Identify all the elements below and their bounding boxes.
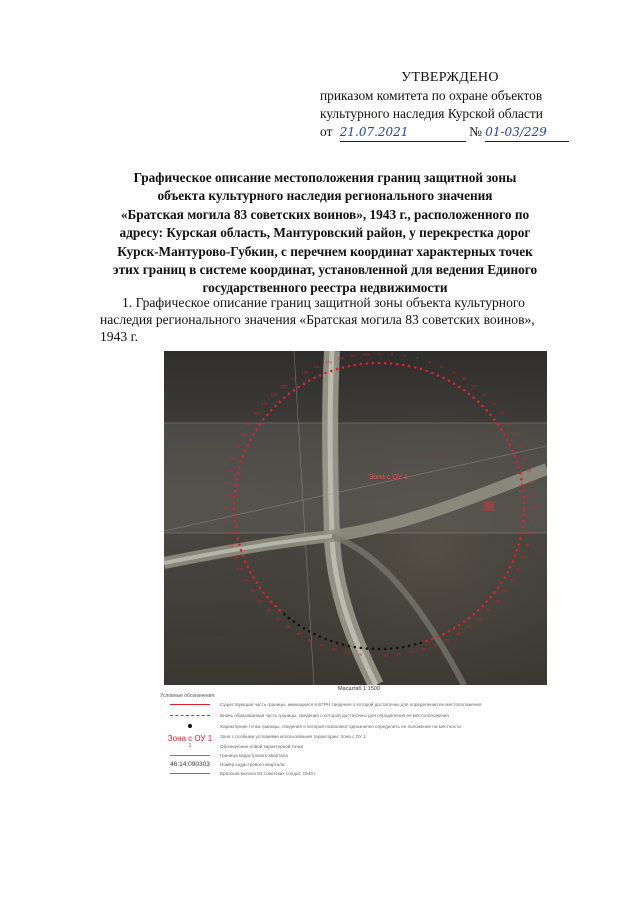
light-band	[164, 423, 547, 536]
boundary-point-number: 57	[486, 607, 492, 613]
boundary-point-number: 89	[296, 631, 302, 637]
boundary-point	[237, 537, 240, 540]
boundary-point	[319, 374, 322, 377]
boundary-point	[244, 560, 247, 563]
heading-line: адресу: Курская область, Мантуровский район, у перекрестка дорог	[119, 225, 531, 241]
approval-line-1: приказом комитета по охране объектов	[320, 88, 543, 103]
boundary-point-number: 123	[233, 443, 241, 449]
boundary-point	[519, 472, 522, 475]
boundary-point	[521, 526, 524, 529]
boundary-point	[270, 600, 273, 603]
boundary-point-number: 47	[521, 554, 526, 560]
boundary-point-number: 143	[325, 359, 332, 365]
boundary-point-number: 135	[279, 383, 287, 389]
legend-symbol-object	[160, 773, 220, 774]
boundary-point-number: 11	[439, 364, 444, 370]
boundary-point	[266, 596, 269, 599]
boundary-point	[259, 423, 262, 426]
boundary-point-number: 13	[450, 369, 456, 375]
boundary-point	[493, 591, 496, 594]
boundary-point-number: 5	[403, 353, 406, 359]
boundary-point	[262, 418, 265, 421]
boundary-point	[360, 647, 363, 650]
boundary-point	[259, 586, 262, 589]
boundary-point	[378, 362, 381, 365]
boundary-point-number: 69	[421, 646, 426, 652]
boundary-point	[233, 496, 236, 499]
boundary-point-number: 131	[261, 401, 268, 406]
boundary-point	[517, 466, 520, 469]
boundary-point	[235, 478, 238, 481]
boundary-point	[360, 363, 363, 366]
boundary-point	[493, 418, 496, 421]
boundary-point	[319, 635, 322, 638]
boundary-point	[522, 496, 525, 499]
boundary-point	[442, 633, 445, 636]
legend-symbol-new-border	[160, 715, 220, 717]
boundary-point	[511, 560, 514, 563]
boundary-point	[262, 591, 265, 594]
boundary-point-number: 67	[433, 642, 438, 648]
number-handwritten: 01-03/229	[485, 125, 547, 139]
boundary-point-number: 87	[308, 637, 313, 643]
boundary-point	[453, 627, 456, 630]
zone-label: Зона с ОУ 1	[369, 474, 408, 481]
boundary-point	[233, 514, 236, 517]
legend-zone-label: Зона с ОУ 1	[167, 734, 213, 743]
boundary-point-number: 93	[276, 616, 281, 622]
boundary-point-number: 117	[223, 479, 230, 485]
legend-item: Зона с особыми условиями использования территории: Зона с ОУ 1	[220, 734, 366, 739]
boundary-point	[242, 455, 245, 458]
boundary-point	[247, 566, 250, 569]
boundary-point	[442, 377, 445, 380]
boundary-point	[448, 379, 451, 382]
boundary-point	[252, 433, 255, 436]
heading-line: Графическое описание местоположения границ защитной зоны	[133, 170, 517, 185]
boundary-point	[506, 571, 509, 574]
boundary-point	[503, 433, 506, 436]
boundary-point	[247, 444, 250, 447]
boundary-point	[234, 526, 237, 529]
number-field	[485, 123, 569, 142]
boundary-point-number: 79	[357, 651, 362, 657]
boundary-point	[303, 382, 306, 385]
boundary-point	[274, 405, 277, 408]
boundary-point-number: 105	[231, 554, 239, 560]
boundary-point	[278, 609, 281, 612]
legend-item: Вновь образованная часть границы, сведения о которой достаточны для определения ее местоположения	[220, 713, 449, 718]
boundary-point	[283, 613, 286, 616]
boundary-point-number: 133	[270, 391, 277, 397]
boundary-point	[458, 386, 461, 389]
boundary-point	[274, 605, 277, 608]
boundary-point	[497, 423, 500, 426]
boundary-point	[348, 365, 351, 368]
map-scale: Масштаб 1:1500	[338, 686, 380, 692]
boundary-point	[509, 566, 512, 569]
boundary-point-number: 127	[245, 421, 253, 427]
boundary-point-number: 53	[503, 588, 508, 594]
boundary-point	[336, 368, 339, 371]
boundary-point-number: 149	[362, 351, 370, 357]
boundary-point-number: 75	[383, 652, 388, 658]
boundary-point-number: 9	[428, 359, 431, 365]
boundary-point	[293, 389, 296, 392]
boundary-point	[468, 393, 471, 396]
boundary-point	[523, 508, 526, 511]
boundary-point	[500, 581, 503, 584]
boundary-point	[468, 617, 471, 620]
boundary-point-number: 83	[332, 646, 337, 652]
boundary-point-number: 45	[525, 542, 530, 548]
boundary-point-number: 77	[370, 652, 375, 658]
boundary-point	[324, 372, 327, 375]
heading-line: этих границ в системе координат, установленной для ведения Единого	[112, 262, 538, 278]
boundary-point	[336, 642, 339, 645]
boundary-point-number: 139	[301, 369, 309, 375]
boundary-point	[477, 609, 480, 612]
boundary-point-number: 95	[266, 607, 272, 613]
boundary-point	[511, 449, 514, 452]
boundary-point	[235, 532, 238, 535]
boundary-point	[463, 620, 466, 623]
boundary-point-number: 113	[221, 505, 229, 511]
boundary-point	[342, 366, 345, 369]
boundary-point-number: 17	[472, 383, 477, 389]
map-legend	[160, 693, 560, 793]
legend-header: Условные обозначения:	[160, 693, 216, 699]
boundary-point-number: 145	[337, 355, 345, 361]
boundary-point	[390, 647, 393, 650]
boundary-point-number: 147	[349, 353, 357, 359]
boundary-point	[477, 401, 480, 404]
boundary-point	[396, 647, 399, 650]
boundary-point	[514, 455, 517, 458]
cadastral-label: 46:14:090303	[184, 631, 227, 638]
boundary-point	[308, 379, 311, 382]
legend-item: Характерная точка границы, сведения о которой позволяют однозначно определить ее положение на местности	[220, 724, 461, 729]
boundary-point	[270, 409, 273, 412]
boundary-point	[522, 490, 525, 493]
boundary-point-number: 33	[526, 467, 532, 473]
boundary-point	[255, 581, 258, 584]
boundary-point	[238, 466, 241, 469]
boundary-point	[372, 362, 375, 365]
boundary-point	[330, 640, 333, 643]
boundary-point-number: 15	[461, 376, 467, 382]
memorial-marker	[484, 501, 494, 511]
boundary-point	[342, 643, 345, 646]
legend-symbol-quarter-border	[160, 755, 220, 756]
boundary-point	[414, 366, 417, 369]
date-prefix: от	[320, 124, 333, 139]
boundary-point	[408, 645, 411, 648]
boundary-point	[516, 549, 519, 552]
paragraph-line: 1943 г.	[100, 329, 139, 345]
boundary-point-number: 59	[477, 616, 482, 622]
boundary-point-number: 129	[252, 410, 260, 416]
date-field	[340, 123, 466, 142]
boundary-point-number: 99	[250, 588, 255, 594]
boundary-point	[354, 364, 357, 367]
boundary-point-number: 49	[516, 566, 521, 572]
legend-symbol-point	[160, 724, 220, 728]
boundary-point	[425, 370, 428, 373]
boundary-point	[288, 617, 291, 620]
date-handwritten: 21.07.2021	[339, 125, 409, 139]
boundary-point	[402, 364, 405, 367]
boundary-point	[384, 362, 387, 365]
boundary-point-number: 21	[491, 401, 496, 406]
boundary-point	[233, 502, 236, 505]
heading-line: «Братская могила 83 советских воинов», 1943 г., расположенного по	[120, 206, 530, 222]
boundary-point	[278, 401, 281, 404]
boundary-point	[366, 647, 369, 650]
boundary-point	[437, 374, 440, 377]
document-heading	[80, 169, 570, 298]
boundary-point	[481, 405, 484, 408]
legend-item: Братская могила 83 советских солдат, 1943 г.	[220, 771, 317, 776]
boundary-point	[453, 382, 456, 385]
boundary-point	[266, 414, 269, 417]
approval-title: УТВЕРЖДЕНО	[401, 70, 499, 85]
boundary-point-number: 91	[286, 624, 291, 630]
legend-symbol-existing-border	[160, 704, 220, 706]
boundary-point-number: 23	[499, 410, 504, 416]
approval-date-row	[300, 123, 580, 141]
boundary-point	[298, 386, 301, 389]
boundary-point	[330, 370, 333, 373]
boundary-point-number: 31	[523, 455, 528, 461]
boundary-point	[497, 586, 500, 589]
boundary-point	[240, 461, 243, 464]
approval-line-2: культурного наследия Курской области	[320, 106, 543, 121]
boundary-point-number: 29	[518, 443, 524, 449]
boundary-point	[308, 630, 311, 633]
boundary-point-number: 121	[229, 455, 236, 461]
boundary-point	[234, 520, 237, 523]
boundary-point-number: 141	[313, 364, 320, 370]
map-graphic	[164, 351, 547, 685]
boundary-point	[313, 633, 316, 636]
boundary-point-number: 43	[528, 530, 533, 536]
boundary-point	[522, 514, 525, 517]
paragraph-line: наследия регионального значения «Братская могила 83 советских воинов»,	[100, 312, 535, 328]
boundary-point-number: 39	[530, 505, 536, 511]
boundary-point	[242, 555, 245, 558]
boundary-point	[521, 484, 524, 487]
boundary-point	[506, 438, 509, 441]
boundary-point	[234, 490, 237, 493]
boundary-point	[255, 428, 258, 431]
boundary-point	[489, 596, 492, 599]
boundary-point	[249, 571, 252, 574]
boundary-point	[402, 646, 405, 649]
boundary-point-number: 65	[445, 637, 450, 643]
boundary-point-number: 3	[390, 351, 394, 357]
boundary-point	[354, 646, 357, 649]
legend-symbol-quarter-number: 46:14:090303	[170, 761, 210, 768]
boundary-point-number: 101	[242, 577, 249, 583]
boundary-point	[503, 576, 506, 579]
boundary-point	[458, 624, 461, 627]
boundary-point-number: 35	[529, 479, 534, 485]
boundary-point	[414, 643, 417, 646]
legend-symbol-zone: Зона с ОУ 1 1	[167, 734, 213, 749]
boundary-point	[463, 389, 466, 392]
boundary-point	[437, 635, 440, 638]
boundary-point	[298, 624, 301, 627]
boundary-point	[408, 365, 411, 368]
boundary-point	[324, 638, 327, 641]
boundary-point	[233, 508, 236, 511]
boundary-point	[472, 396, 475, 399]
paragraph-line: 1. Графическое описание границ защитной зоны объекта культурного	[122, 295, 525, 310]
boundary-point	[486, 409, 489, 412]
boundary-point	[514, 555, 517, 558]
boundary-point	[520, 532, 523, 535]
boundary-point	[283, 396, 286, 399]
boundary-point	[293, 620, 296, 623]
boundary-point	[252, 576, 255, 579]
boundary-point-number: 7	[416, 355, 419, 361]
boundary-point-number: 109	[224, 530, 232, 536]
heading-line: государственного реестра недвижимости	[202, 280, 448, 296]
section-paragraph	[100, 294, 580, 346]
boundary-point-number: 81	[344, 649, 350, 655]
boundary-point	[238, 543, 241, 546]
boundary-point	[431, 638, 434, 641]
boundary-point	[313, 377, 316, 380]
legend-item: Существующая часть границы, имеющиеся в ЕГРН сведения о которой достаточны для определения ее местоположения	[220, 702, 482, 707]
boundary-point	[378, 648, 381, 651]
boundary-point	[234, 484, 237, 487]
boundary-point	[425, 640, 428, 643]
boundary-point	[516, 461, 519, 464]
boundary-point	[500, 428, 503, 431]
boundary-point	[472, 613, 475, 616]
boundary-point	[384, 648, 387, 651]
boundary-point	[420, 642, 423, 645]
boundary-point-number: 63	[456, 631, 462, 637]
boundary-point-number: 41	[529, 517, 535, 523]
boundary-point	[448, 630, 451, 633]
boundary-point	[288, 393, 291, 396]
boundary-point-number: 119	[225, 467, 233, 473]
boundary-point	[244, 449, 247, 452]
boundary-point	[240, 549, 243, 552]
boundary-point	[396, 363, 399, 366]
legend-item: Граница кадастрового квартала	[220, 753, 288, 758]
boundary-point-number: 71	[408, 649, 414, 655]
number-prefix: №	[469, 124, 482, 139]
boundary-point	[372, 648, 375, 651]
boundary-point-number: 61	[467, 624, 472, 630]
boundary-point	[420, 368, 423, 371]
boundary-point-number: 97	[258, 598, 263, 604]
satellite-map	[164, 351, 547, 685]
boundary-point-number: 27	[513, 432, 518, 437]
legend-item: Номер кадастрового квартала	[220, 762, 285, 767]
boundary-point	[481, 605, 484, 608]
boundary-point-number: 137	[290, 376, 298, 382]
boundary-point-number: 51	[510, 577, 515, 583]
boundary-point-number: 115	[222, 492, 229, 498]
boundary-point-number: 25	[506, 421, 512, 427]
boundary-point-number: 103	[236, 566, 244, 572]
boundary-point	[489, 414, 492, 417]
heading-line: Курск-Мантурово-Губкин, с перечнем координат характерных точек	[117, 243, 533, 259]
boundary-point-number: 1	[377, 351, 381, 356]
boundary-point	[303, 627, 306, 630]
heading-line: объекта культурного наследия регионального значения	[157, 188, 493, 204]
boundary-point-number: 111	[222, 517, 229, 523]
boundary-point-number: 37	[530, 492, 535, 498]
boundary-point	[509, 444, 512, 447]
boundary-point	[431, 372, 434, 375]
boundary-point	[390, 362, 393, 365]
boundary-point-number: 55	[495, 598, 500, 604]
boundary-point-number: 107	[227, 542, 235, 548]
boundary-point	[519, 537, 522, 540]
boundary-point	[237, 472, 240, 475]
boundary-point	[522, 520, 525, 523]
approval-block	[300, 69, 580, 141]
boundary-point-number: 73	[396, 651, 401, 657]
boundary-point	[249, 438, 252, 441]
boundary-point	[486, 600, 489, 603]
boundary-point-number: 19	[482, 391, 487, 397]
boundary-point	[523, 502, 526, 505]
boundary-point-number: 125	[239, 432, 246, 437]
boundary-point	[366, 362, 369, 365]
boundary-point	[520, 478, 523, 481]
boundary-point	[348, 645, 351, 648]
boundary-point	[517, 543, 520, 546]
boundary-point-number: 85	[320, 642, 325, 648]
legend-item: Обозначение новой характерной точки	[220, 744, 304, 749]
